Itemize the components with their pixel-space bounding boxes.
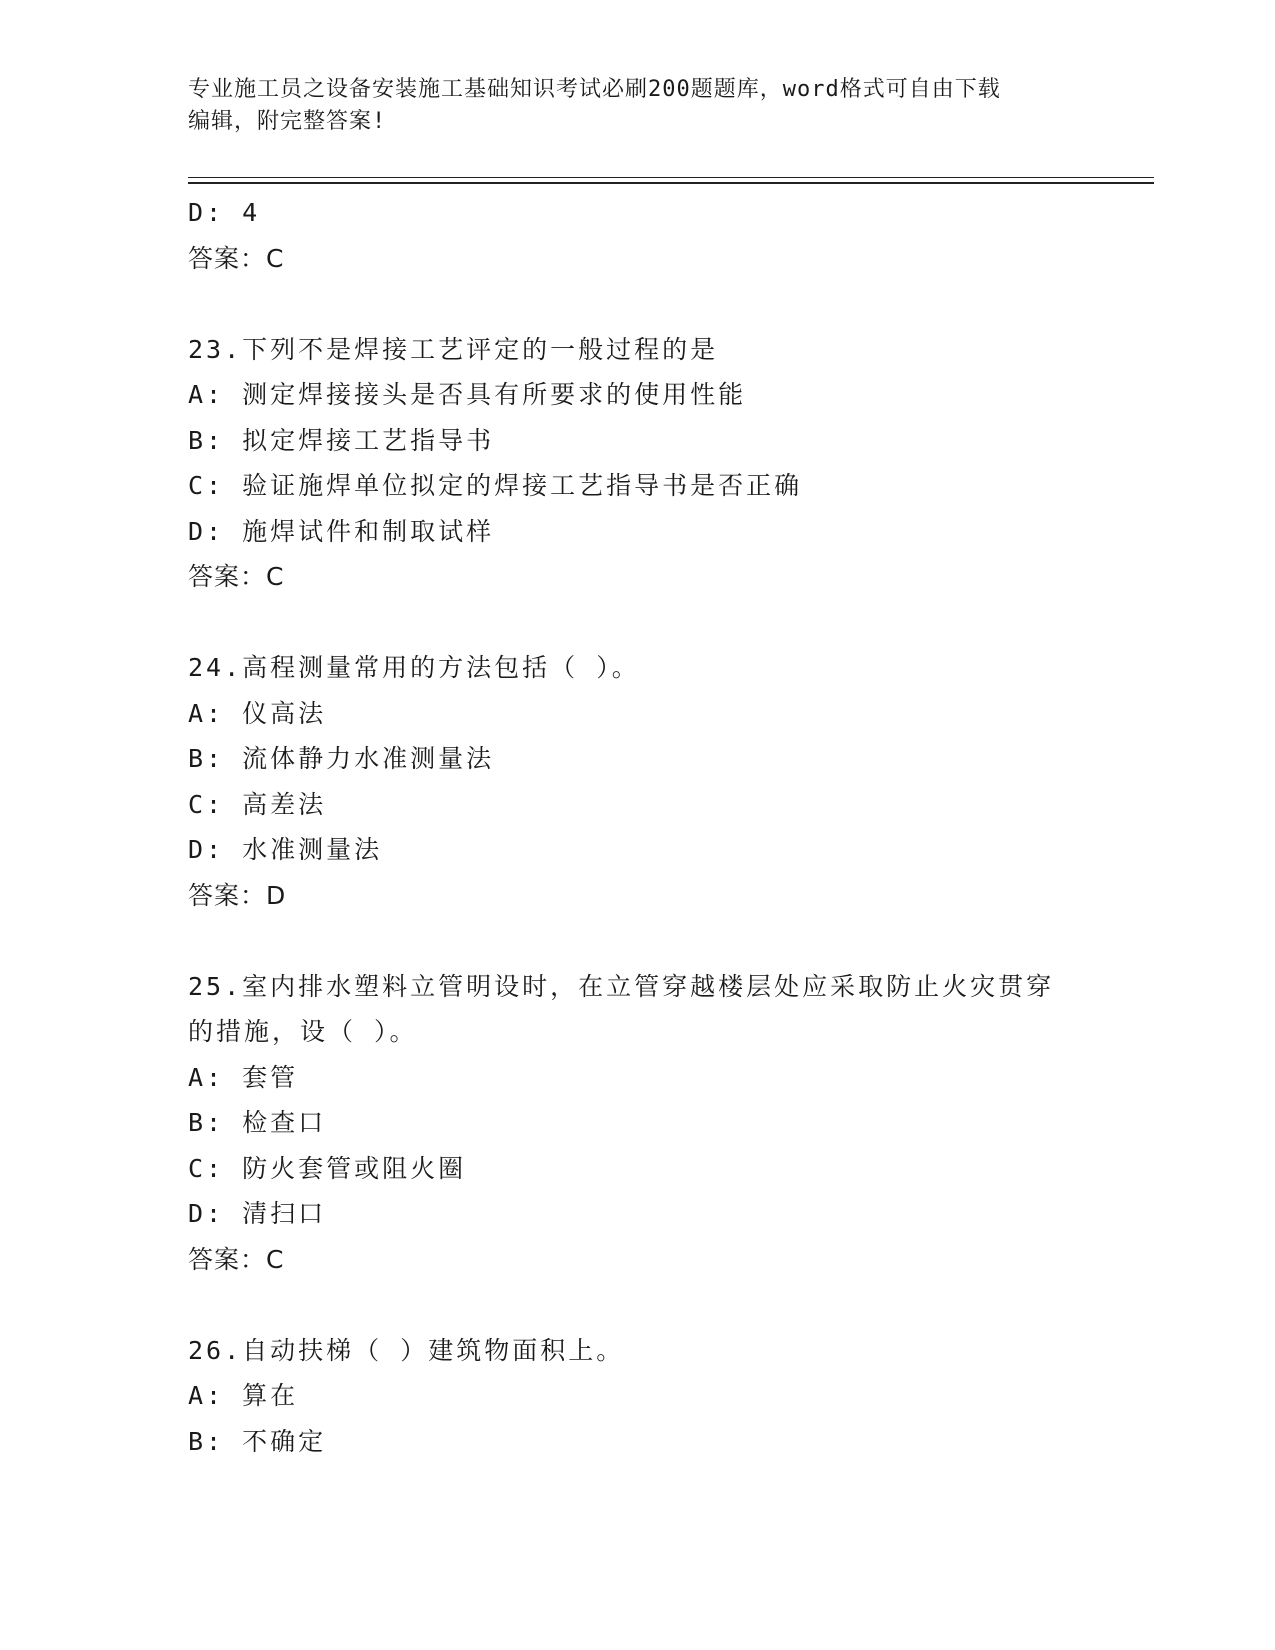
question-list xyxy=(188,190,1088,1464)
spacer xyxy=(188,281,1088,327)
answer: 答案：C xyxy=(188,243,285,273)
option-d: D: 水准测量法 xyxy=(188,835,383,864)
option-b: B: 不确定 xyxy=(188,1426,327,1456)
question-stem: 23.下列不是焊接工艺评定的一般过程的是 xyxy=(188,334,719,364)
question-22-tail xyxy=(188,190,1088,281)
question-25 xyxy=(188,964,1088,1283)
option-d: D: 4 xyxy=(188,198,261,227)
document-header xyxy=(188,74,1088,138)
option-a: A: 算在 xyxy=(188,1381,299,1410)
option-c: C: 验证施焊单位拟定的焊接工艺指导书是否正确 xyxy=(188,471,803,500)
question-stem-line-1: 25.室内排水塑料立管明设时，在立管穿越楼层处应采取防止火灾贯穿 xyxy=(188,971,1055,1001)
question-stem: 26.自动扶梯（ ）建筑物面积上。 xyxy=(188,1335,625,1365)
question-24 xyxy=(188,645,1088,918)
option-b: B: 流体静力水准测量法 xyxy=(188,744,495,773)
option-a: A: 仪高法 xyxy=(188,698,327,728)
option-a: A: 测定焊接接头是否具有所要求的使用性能 xyxy=(188,380,747,409)
answer: 答案：C xyxy=(188,1244,285,1274)
option-b: B: 检查口 xyxy=(188,1108,327,1137)
option-c: C: 防火套管或阻火圈 xyxy=(188,1153,467,1183)
option-c: C: 高差法 xyxy=(188,789,327,819)
option-d: D: 清扫口 xyxy=(188,1199,327,1228)
spacer xyxy=(188,600,1088,646)
question-23 xyxy=(188,327,1088,600)
option-d: D: 施焊试件和制取试样 xyxy=(188,516,495,546)
option-b: B: 拟定焊接工艺指导书 xyxy=(188,425,495,455)
question-stem-line-2: 的措施，设（ ）。 xyxy=(188,1017,418,1046)
answer: 答案：D xyxy=(188,880,287,910)
spacer xyxy=(188,1282,1088,1328)
option-a: A: 套管 xyxy=(188,1062,299,1092)
header-divider-thick xyxy=(188,182,1154,184)
header-line-2: 编辑，附完整答案! xyxy=(188,109,387,134)
answer: 答案：C xyxy=(188,562,285,591)
question-26 xyxy=(188,1328,1088,1465)
header-divider-thin xyxy=(188,177,1154,178)
question-stem: 24.高程测量常用的方法包括（ ）。 xyxy=(188,653,640,682)
spacer xyxy=(188,918,1088,964)
header-line-1: 专业施工员之设备安装施工基础知识考试必刷200题题库，word格式可自由下载 xyxy=(188,77,1001,102)
